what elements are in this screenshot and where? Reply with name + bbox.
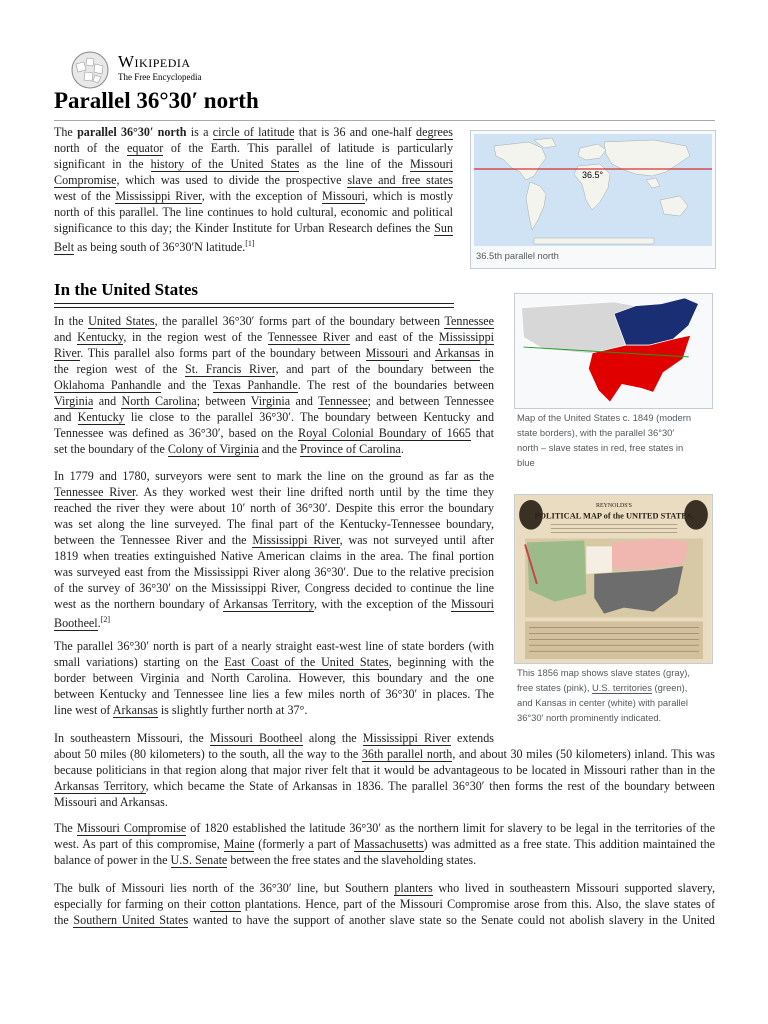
link-history-us[interactable]: history of the United States <box>150 157 300 171</box>
link-texas-panhandle[interactable]: Texas Panhandle <box>212 378 298 392</box>
intro-line: north of this parallel. The line continues to hold cultural, economic and political <box>54 205 453 219</box>
figure-us-1849-map <box>513 292 714 466</box>
link-united-states[interactable]: United States <box>88 314 155 328</box>
link-degrees[interactable]: degrees <box>416 125 453 139</box>
link-mississippi-river[interactable]: Mississippi River <box>115 189 202 203</box>
link-equator[interactable]: equator <box>127 141 164 155</box>
figure-world-map-caption: 36.5th parallel north <box>476 250 559 261</box>
link-missouri-compromise[interactable]: Missouri <box>409 157 453 171</box>
link-virginia[interactable]: Virginia <box>54 394 94 408</box>
link-province-of-carolina[interactable]: Province of Carolina <box>300 442 401 456</box>
link-missouri-state[interactable]: Missouri <box>365 346 409 360</box>
us-1849-map-image[interactable] <box>514 293 713 409</box>
poster-title-2: POLITICAL MAP of the UNITED STATES, <box>534 511 694 521</box>
paragraph-missouri-slavery: The bulk of Missouri lies north of the 36°30′ line, but Southern planters who lived in southeastern Missouri supported slavery, especially for farming on their cotton plantations. Hence, part of the Missouri Compromise arose from this. Also, the slave states of the Southern United States wanted to have the support of another slave state so the Senate could not abolish slavery in the United <box>54 881 715 927</box>
intro-line: Belt as being south of 36°30′N latitude.[1] <box>54 239 255 255</box>
link-us-senate[interactable]: U.S. Senate <box>170 853 228 867</box>
citation-1[interactable]: [1] <box>245 239 255 248</box>
link-east-coast[interactable]: East Coast of the United States <box>224 655 389 669</box>
link-river[interactable]: River <box>54 346 81 360</box>
link-missouri-compromise-2[interactable]: Missouri Compromise <box>76 821 187 835</box>
intro-line: Compromise, which was used to divide the prospective slave and free states <box>54 173 453 187</box>
figure-world-map <box>470 130 716 269</box>
section-heading-united-states: In the United States <box>54 280 199 299</box>
link-slave-free-states[interactable]: slave and free states <box>347 173 453 187</box>
paragraph-surveyors: In 1779 and 1780, surveyors were sent to mark the line on the ground as far as the Tennessee River. As they worked west their line drifted north until by the time they reached the river they were about 10′ north of 36°30′. Despite this error the boundary was set along the line surveyed. The final part of the Kentucky-Tennessee boundary, between the Tennessee River and the Mississippi River, was not surveyed until after 1819 when treaties extinguished Native American claims in the area. The final portion was surveyed east from the Mississippi River along 36°30′. Due to the relative precision of the survey of 36°30′ on the Mississippi River, Congress decided to continue the line west as the northern boundary of Arkansas Territory, with the exception of the Missouri Bootheel.[2] <box>54 469 494 631</box>
link-bootheel[interactable]: Bootheel <box>54 616 98 631</box>
link-tennessee[interactable]: Tennessee <box>444 314 495 328</box>
figure-1856-map-caption: This 1856 map shows slave states (gray), free states (pink), U.S. territories (green), and Kansas in center (white) with parallel 36°30′ north prominently indicated. <box>517 667 690 723</box>
link-kentucky[interactable]: Kentucky <box>77 330 124 344</box>
paragraph-boundaries: In the United States, the parallel 36°30′ forms part of the boundary between Tennessee and Kentucky, in the region west of the Tennessee River and east of the Mississippi River. This parallel also forms part of the boundary between Missouri and Arkansas in the region west of the St. Francis River, and part of the boundary between the Oklahoma Panhandle and the Texas Panhandle. The rest of the boundaries between Virginia and North Carolina; between Virginia and Tennessee; and between Tennessee and Kentucky lie close to the parallel 36°30′. The boundary between Kentucky and Tennessee was defined as 36°30′, based on the Royal Colonial Boundary of 1665 that set the boundary of the Colony of Virginia and the Province of Carolina. <box>54 314 495 456</box>
section-divider <box>54 303 454 304</box>
link-circle-of-latitude[interactable]: circle of latitude <box>212 125 295 139</box>
figure-1856-political-map <box>513 493 714 727</box>
intro-line: north of the equator of the Earth. This parallel of latitude is particularly <box>54 141 453 155</box>
link-st-francis-river[interactable]: St. Francis River <box>185 362 276 376</box>
link-arkansas-territory-2[interactable]: Arkansas Territory <box>54 779 146 793</box>
link-north-carolina[interactable]: North Carolina <box>121 394 197 408</box>
poster-title-1: REYNOLDS'S <box>596 502 632 509</box>
link-sun-belt[interactable]: Sun <box>434 221 453 235</box>
intro-line: The parallel 36°30′ north is a circle of latitude that is 36 and one-half degrees <box>54 125 453 139</box>
wikipedia-globe-icon <box>70 50 110 90</box>
intro-line: west of the Mississippi River, with the exception of Missouri, which is mostly <box>54 189 453 203</box>
world-map-image[interactable] <box>474 134 712 246</box>
link-belt[interactable]: Belt <box>54 240 75 255</box>
intro-line: significance to this day; the Kinder Institute for Urban Research defines the Sun <box>54 221 453 235</box>
link-tennessee-2[interactable]: Tennessee <box>318 394 368 408</box>
citation-2[interactable]: [2] <box>100 615 111 624</box>
link-arkansas-state[interactable]: Arkansas <box>434 346 480 360</box>
link-southern-united-states[interactable]: Southern United States <box>73 913 189 927</box>
wikipedia-logo[interactable] <box>70 50 250 90</box>
link-tennessee-river-2[interactable]: Tennessee River <box>54 485 136 499</box>
wikipedia-tagline: The Free Encyclopedia <box>118 72 202 82</box>
link-missouri-bootheel-2[interactable]: Missouri Bootheel <box>209 731 303 745</box>
link-us-territories[interactable]: U.S. territories <box>592 682 652 693</box>
link-maine[interactable]: Maine <box>223 837 255 851</box>
wikipedia-wordmark: Wikipedia <box>118 52 191 71</box>
link-kentucky-2[interactable]: Kentucky <box>77 410 125 424</box>
link-arkansas-2[interactable]: Arkansas <box>112 703 158 717</box>
paragraph-missouri-compromise: The Missouri Compromise of 1820 established the latitude 36°30′ as the northern limit for slavery to be legal in the territories of the west. As part of this compromise, Maine (formerly a part of Massachusetts) was admitted as a free state. This addition maintained the balance of power in the U.S. Senate between the free states and the slaveholding states. <box>54 821 716 867</box>
page-title: Parallel 36°30′ north <box>54 88 259 113</box>
link-planters[interactable]: planters <box>394 881 433 895</box>
link-arkansas-territory[interactable]: Arkansas Territory <box>222 597 314 611</box>
link-missouri[interactable]: Missouri <box>322 189 366 203</box>
link-mississippi[interactable]: Mississippi <box>438 330 494 344</box>
figure-us-1849-map-caption: Map of the United States c. 1849 (modern state borders), with the parallel 36°30′ north – slave states in red, free states in blue <box>517 412 692 468</box>
political-map-1856-image[interactable] <box>514 494 713 664</box>
link-virginia-2[interactable]: Virginia <box>250 394 291 408</box>
link-36th-parallel[interactable]: 36th parallel north <box>361 747 453 761</box>
title-divider <box>54 120 715 121</box>
paragraph-state-borders: The parallel 36°30′ north is part of a nearly straight east-west line of state borders (with small variations) starting on the East Coast of the United States, beginning with the border between Virginia and North Carolina. However, this boundary and the one between Kentucky and Tennessee line lies a few miles north of 36°30′ in places. The line west of Arkansas is slightly further north at 37°. <box>54 639 494 717</box>
link-tennessee-river[interactable]: Tennessee River <box>267 330 350 344</box>
link-cotton[interactable]: cotton <box>210 897 241 911</box>
intro-paragraph <box>54 124 453 255</box>
link-colony-of-virginia[interactable]: Colony of Virginia <box>167 442 259 456</box>
link-compromise[interactable]: Compromise <box>54 173 117 187</box>
section-divider <box>54 307 454 308</box>
link-massachusetts[interactable]: Massachusetts <box>353 837 424 851</box>
map-parallel-label: 36.5° <box>582 170 604 180</box>
link-mississippi-river-2[interactable]: Mississippi River <box>252 533 340 547</box>
link-oklahoma-panhandle[interactable]: Oklahoma Panhandle <box>54 378 162 392</box>
link-missouri-bootheel[interactable]: Missouri <box>450 597 494 611</box>
intro-line: significant in the history of the United States as the line of the Missouri <box>54 157 453 171</box>
paragraph-bootheel: In southeastern Missouri, the Missouri Bootheel along the Mississippi River extends about 50 miles (80 kilometers) to the south, all the way to the 36th parallel north, and about 30 miles (50 kilometers) inland. This was because politicians in that region along that major river felt that it would be advantageous to be located in Missouri rather than in the Arkansas Territory, which became the State of Arkansas in 1836. The parallel 36°30′ then forms the rest of the boundary between Missouri and Arkansas. <box>54 731 715 809</box>
link-royal-colonial-boundary[interactable]: Royal Colonial Boundary of 1665 <box>298 426 471 440</box>
link-mississippi-river-3[interactable]: Mississippi River <box>362 731 451 745</box>
